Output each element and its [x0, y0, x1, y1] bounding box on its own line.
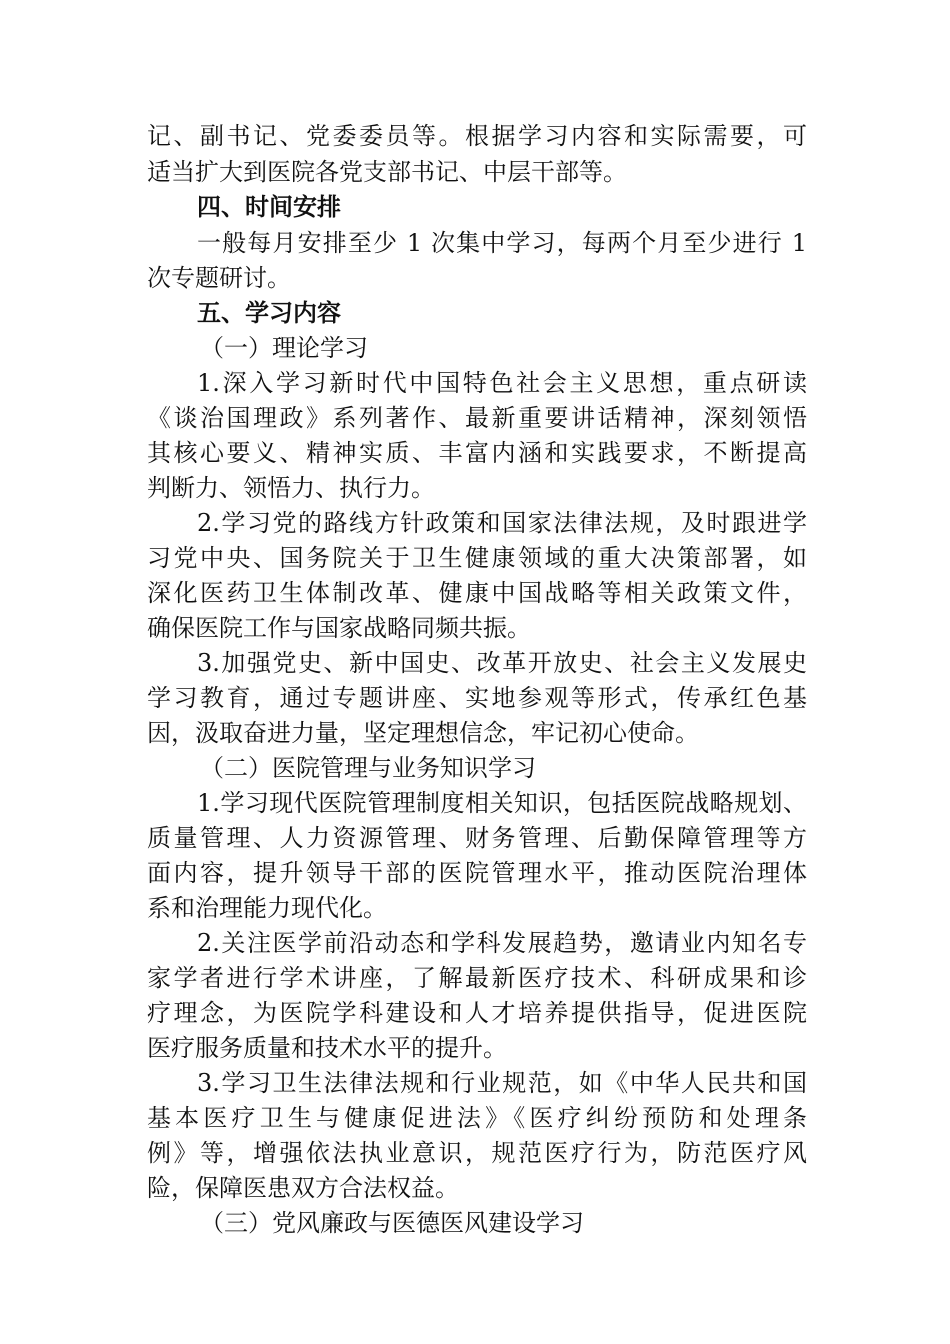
text-line: 基本医疗卫生与健康促进法》《医疗纠纷预防和处理条 — [147, 1104, 807, 1132]
text-line: 一般每月安排至少 1 次集中学习，每两个月至少进行 1 — [197, 229, 807, 257]
subsection-heading: （二）医院管理与业务知识学习 — [200, 754, 536, 782]
text-line: 2.学习党的路线方针政策和国家法律法规，及时跟进学 — [197, 509, 807, 537]
text-line: 判断力、领悟力、执行力。 — [147, 474, 435, 502]
text-line: 记、副书记、党委委员等。根据学习内容和实际需要，可 — [147, 122, 807, 150]
text-line: 学习教育，通过专题讲座、实地参观等形式，传承红色基 — [147, 684, 807, 712]
text-line: 3.学习卫生法律法规和行业规范，如《中华人民共和国 — [197, 1069, 807, 1097]
subsection-heading: （三）党风廉政与医德医风建设学习 — [200, 1209, 584, 1237]
text-line: 习党中央、国务院关于卫生健康领域的重大决策部署，如 — [147, 544, 807, 572]
text-line: 确保医院工作与国家战略同频共振。 — [147, 614, 531, 642]
text-line: 家学者进行学术讲座，了解最新医疗技术、科研成果和诊 — [147, 964, 807, 992]
section-heading: 四、时间安排 — [197, 193, 341, 221]
text-line: 面内容，提升领导干部的医院管理水平，推动医院治理体 — [147, 859, 807, 887]
text-line: 2.关注医学前沿动态和学科发展趋势，邀请业内知名专 — [197, 929, 807, 957]
text-line: 疗理念，为医院学科建设和人才培养提供指导，促进医院 — [147, 999, 807, 1027]
text-line: 医疗服务质量和技术水平的提升。 — [147, 1034, 507, 1062]
text-line: 质量管理、人力资源管理、财务管理、后勤保障管理等方 — [147, 824, 807, 852]
text-line: 1.深入学习新时代中国特色社会主义思想，重点研读 — [197, 369, 807, 397]
text-line: 1.学习现代医院管理制度相关知识，包括医院战略规划、 — [197, 789, 807, 817]
text-line: 《谈治国理政》系列著作、最新重要讲话精神，深刻领悟 — [147, 404, 807, 432]
section-heading: 五、学习内容 — [197, 299, 341, 327]
text-line: 深化医药卫生体制改革、健康中国战略等相关政策文件， — [147, 579, 807, 607]
text-line: 次专题研讨。 — [147, 264, 291, 292]
text-line: 3.加强党史、新中国史、改革开放史、社会主义发展史 — [197, 649, 807, 677]
text-line: 系和治理能力现代化。 — [147, 894, 387, 922]
text-line: 因，汲取奋进力量，坚定理想信念，牢记初心使命。 — [147, 719, 699, 747]
text-line: 适当扩大到医院各党支部书记、中层干部等。 — [147, 158, 627, 186]
text-line: 例》等，增强依法执业意识，规范医疗行为，防范医疗风 — [147, 1139, 807, 1167]
text-line: 险，保障医患双方合法权益。 — [147, 1174, 459, 1202]
text-line: 其核心要义、精神实质、丰富内涵和实践要求，不断提高 — [147, 439, 807, 467]
subsection-heading: （一）理论学习 — [200, 334, 368, 362]
